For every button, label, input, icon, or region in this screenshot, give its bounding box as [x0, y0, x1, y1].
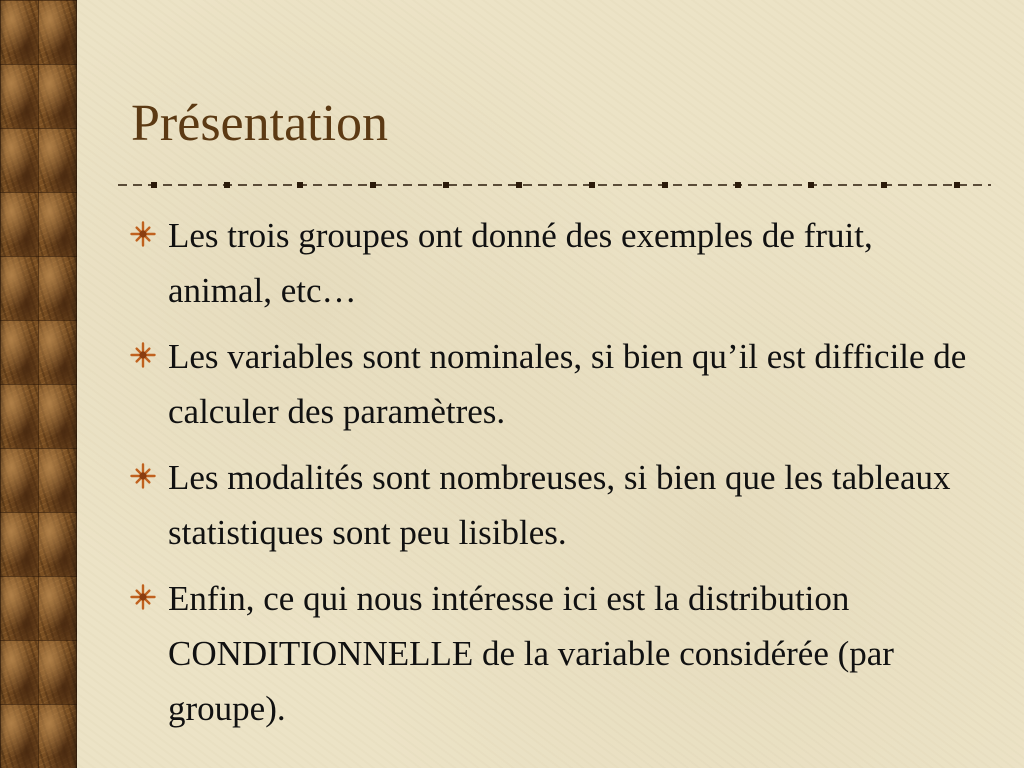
slide-title: Présentation — [131, 95, 389, 152]
divider-dot — [808, 182, 814, 188]
divider-dot — [589, 182, 595, 188]
divider-dot — [881, 182, 887, 188]
starburst-bullet-icon — [130, 584, 156, 610]
bullet-item — [130, 571, 970, 736]
divider-dot — [662, 182, 668, 188]
bullet-text: Les variables sont nominales, si bien qu’il est difficile de calculer des paramètres. — [168, 337, 967, 431]
divider-dot — [516, 182, 522, 188]
dashed-divider — [118, 177, 991, 193]
bullet-text: Enfin, ce qui nous intéresse ici est la distribution CONDITIONNELLE de la variable considérée (par groupe). — [168, 579, 894, 728]
divider-dot — [297, 182, 303, 188]
bullet-item — [130, 450, 970, 560]
divider-dot — [151, 182, 157, 188]
bullet-text: Les modalités sont nombreuses, si bien que les tableaux statistiques sont peu lisibles. — [168, 458, 951, 552]
starburst-bullet-icon — [130, 342, 156, 368]
bullet-item — [130, 208, 970, 318]
divider-dot — [370, 182, 376, 188]
divider-dot — [735, 182, 741, 188]
divider-dot — [224, 182, 230, 188]
bullet-item — [130, 329, 970, 439]
starburst-bullet-icon — [130, 463, 156, 489]
divider-dot — [443, 182, 449, 188]
decorative-border-strip — [0, 0, 77, 768]
divider-dot — [954, 182, 960, 188]
bullet-list — [130, 208, 970, 747]
bullet-text: Les trois groupes ont donné des exemples de fruit, animal, etc… — [168, 216, 873, 310]
starburst-bullet-icon — [130, 221, 156, 247]
